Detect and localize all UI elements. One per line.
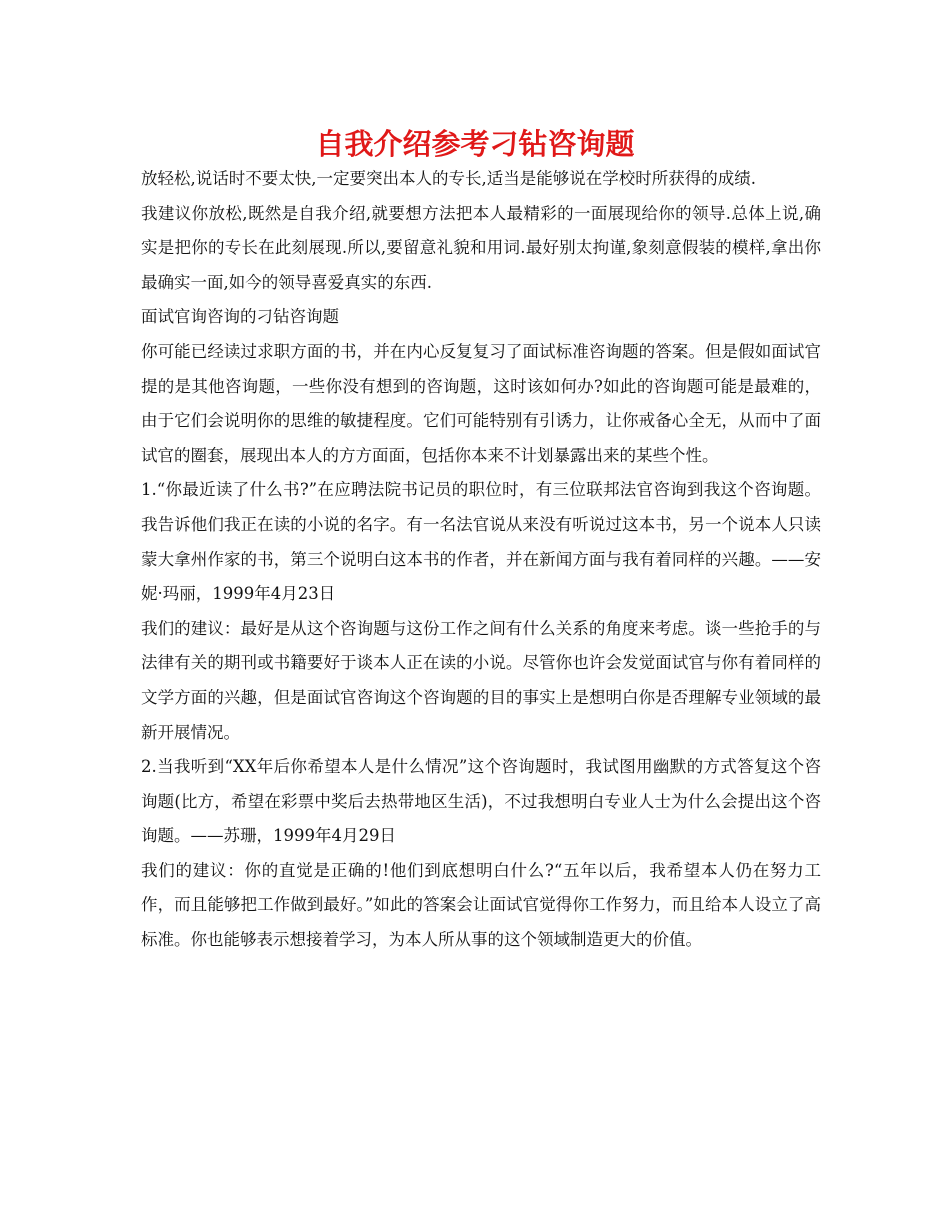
document-title: 自我介绍参考刁钻咨询题 [315,127,635,161]
paragraph-advice-2: 我们的建议：你的直觉是正确的!他们到底想明白什么?“五年以后，我希望本人仍在努力工作，而且能够把工作做到最好。”如此的答案会让面试官觉得你工作努力，而且给本人设立了高标准。你也能够表示想接着学习，为本人所从事的这个领域制造更大的价值。 [141,860,821,950]
paragraph-tricky-questions: 你可能已经读过求职方面的书，并在内心反复复习了面试标准咨询题的答案。但是假如面试官提的是其他咨询题，一些你没有想到的咨询题，这时该如何办?如此的咨询题可能是最难的，由于它们会说明你的思维的敏捷程度。它们可能特别有引诱力，让你戒备心全无，从而中了面试官的圈套，展现出本人的方方面面，包括你本来不计划暴露出来的某些个性。 [141,341,821,465]
paragraph-relax-suggestion: 我建议你放松,既然是自我介绍,就要想方法把本人最精彩的一面展现给你的领导.总体上说,确实是把你的专长在此刻展现.所以,要留意礼貌和用词.最好别太拘谨,象刻意假装的模样,拿出你最确实一面,如今的领导喜爱真实的东西. [141,203,821,292]
document-body [141,162,821,958]
paragraph-intro-advice: 放轻松,说话时不要太快,一定要突出本人的专长,适当是能够说在学校时所获得的成绩. [141,169,756,188]
paragraph-advice-1: 我们的建议：最好是从这个咨询题与这份工作之间有什么关系的角度来考虑。谈一些抢手的与法律有关的期刊或书籍要好于谈本人正在读的小说。尽管你也许会发觉面试官与你有着同样的文学方面的兴趣，但是面试官咨询这个咨询题的目的事实上是想明白你是否理解专业领域的最新开展情况。 [141,618,821,742]
paragraph-question-2: 2.当我听到“XX年后你希望本人是什么情况”这个咨询题时，我试图用幽默的方式答复这个咨询题(比方，希望在彩票中奖后去热带地区生活)，不过我想明白专业人士为什么会提出这个咨询题。——苏珊，1999年4月29日 [141,757,821,846]
paragraph-question-1: 1.“你最近读了什么书?”在应聘法院书记员的职位时，有三位联邦法官咨询到我这个咨询题。我告诉他们我正在读的小说的名字。有一名法官说从来没有听说过这本书，另一个说本人只读蒙大拿州作家的书，第三个说明白这本书的作者，并在新闻方面与我有着同样的兴趣。——安妮·玛丽，1999年4月23日 [141,480,821,604]
section-heading: 面试官询咨询的刁钻咨询题 [141,307,339,327]
